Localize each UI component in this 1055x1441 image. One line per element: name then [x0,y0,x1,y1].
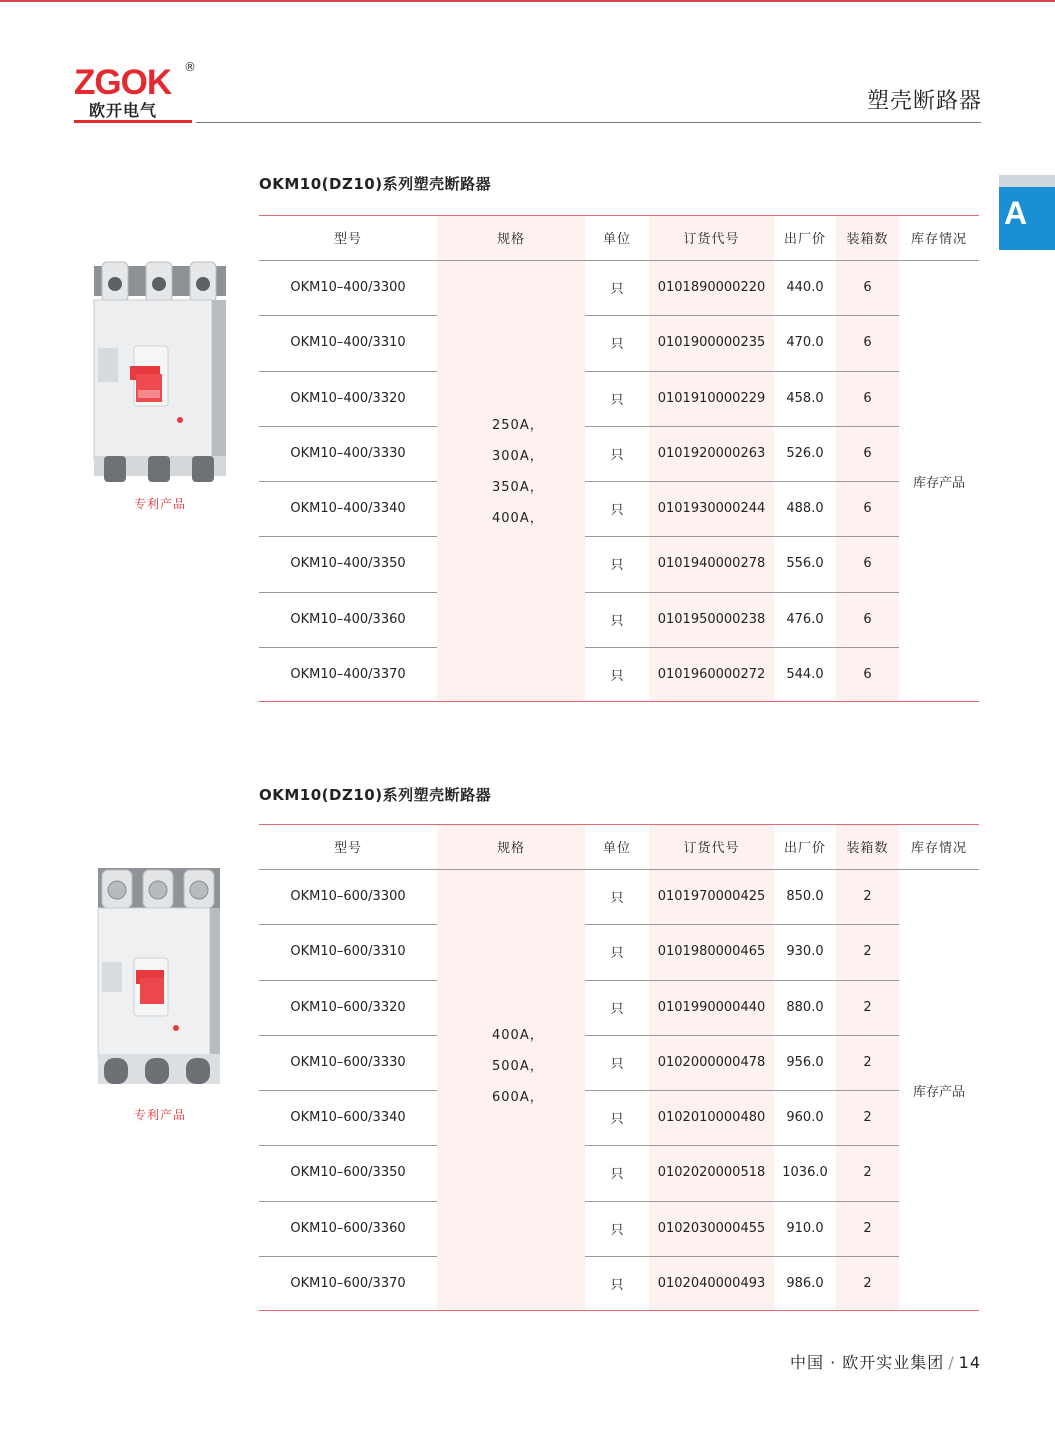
pack-qty-cell: 6 [863,666,872,682]
model-cell: OKM10–400/3350 [290,556,406,572]
price-cell: 880.0 [786,999,824,1015]
order-code-cell: 0101940000278 [657,556,766,572]
registered-mark: ® [184,60,196,74]
price-cell: 470.0 [786,335,824,351]
pack-qty-cell: 2 [863,1165,872,1181]
pack-qty-cell: 2 [863,1054,872,1070]
unit-cell: 只 [610,1167,624,1183]
unit-cell: 只 [610,392,624,408]
pack-qty-cell: 6 [863,280,872,296]
unit-cell: 只 [610,447,624,463]
col-header-stock: 库存情况 [910,232,967,247]
order-code-cell: 0102000000478 [657,1054,766,1070]
spec-value: 600A， [492,1090,544,1105]
col-header-model: 型号 [333,841,362,856]
unit-cell: 只 [610,668,624,684]
price-cell: 956.0 [786,1054,824,1070]
model-cell: OKM10–400/3370 [290,666,406,682]
pack-qty-cell: 6 [863,335,872,351]
spec-values [492,1020,544,1113]
spec-value: 500A， [492,1059,544,1074]
price-cell: 850.0 [786,889,824,905]
model-cell: OKM10–600/3330 [290,1054,406,1070]
header-divider [196,122,981,123]
unit-cell: 只 [610,337,624,353]
unit-cell: 只 [610,558,624,574]
pack-qty-cell: 6 [863,611,872,627]
side-tab-cap [999,175,1055,187]
col-header-spec: 规格 [496,841,525,856]
col-header-stock: 库存情况 [910,841,967,856]
price-cell: 910.0 [786,1220,824,1236]
col-header-unit: 单位 [602,841,631,856]
col-header-unit: 单位 [602,232,631,247]
pack-qty-cell: 2 [863,1275,872,1291]
spec-value: 400A， [492,1028,544,1043]
pack-qty-cell: 2 [863,1110,872,1126]
patent-label: 专利产品 [133,1108,186,1122]
pack-qty-cell: 2 [863,944,872,960]
model-cell: OKM10–400/3320 [290,390,406,406]
unit-cell: 只 [610,613,624,629]
col-header-spec: 规格 [496,232,525,247]
stock-status: 库存产品 [912,475,965,491]
order-code-cell: 0102030000455 [657,1220,766,1236]
logo-text-cn: 欧开电气 [89,101,158,120]
pack-qty-cell: 2 [863,1220,872,1236]
patent-label: 专利产品 [133,497,186,511]
order-code-cell: 0101890000220 [657,280,766,296]
unit-cell: 只 [610,946,624,962]
pack-qty-cell: 6 [863,445,872,461]
unit-cell: 只 [610,282,624,298]
logo-text-en: ZGOK [74,63,172,102]
price-cell: 476.0 [786,611,824,627]
brand-logo [74,62,204,124]
price-cell: 458.0 [786,390,824,406]
order-code-cell: 0101920000263 [657,445,766,461]
model-cell: OKM10–600/3370 [290,1275,406,1291]
model-cell: OKM10–400/3340 [290,501,406,517]
order-code-cell: 0101910000229 [657,390,766,406]
unit-cell: 只 [610,1056,624,1072]
pack-qty-cell: 2 [863,999,872,1015]
pack-qty-cell: 6 [863,390,872,406]
category-title: 塑壳断路器 [866,89,982,114]
unit-cell: 只 [610,503,624,519]
order-code-cell: 0101980000465 [657,944,766,960]
price-cell: 556.0 [786,556,824,572]
col-header-price: 出厂价 [783,841,826,856]
model-cell: OKM10–600/3310 [290,944,406,960]
breaker-600-photo [96,866,222,1091]
price-cell: 440.0 [786,280,824,296]
price-cell: 526.0 [786,445,824,461]
order-code-cell: 0101900000235 [657,335,766,351]
section-title: OKM10(DZ10)系列塑壳断路器 [259,786,492,804]
model-cell: OKM10–600/3350 [290,1165,406,1181]
order-code-cell: 0101930000244 [657,501,766,517]
model-cell: OKM10–600/3320 [290,999,406,1015]
model-cell: OKM10–600/3300 [290,889,406,905]
price-cell: 930.0 [786,944,824,960]
top-rule [0,0,1055,2]
price-cell: 1036.0 [782,1165,828,1181]
model-cell: OKM10–400/3310 [290,335,406,351]
col-header-pack: 装箱数 [846,232,889,247]
page-number: 14 [958,1353,981,1372]
model-cell: OKM10–600/3340 [290,1110,406,1126]
logo-underline [74,120,192,123]
price-cell: 544.0 [786,666,824,682]
col-header-code: 订货代号 [683,232,740,247]
model-cell: OKM10–400/3360 [290,611,406,627]
order-code-cell: 0101950000238 [657,611,766,627]
pack-qty-cell: 2 [863,889,872,905]
model-cell: OKM10–600/3360 [290,1220,406,1236]
unit-cell: 只 [610,1277,624,1293]
footer-company: 中国 · 欧开实业集团 [789,1353,945,1372]
order-code-cell: 0101970000425 [657,889,766,905]
side-section-tab[interactable]: A [999,187,1055,250]
model-cell: OKM10–400/3300 [290,280,406,296]
price-cell: 488.0 [786,501,824,517]
spec-value: 250A， [492,418,544,433]
footer-slash: / [948,1353,955,1372]
order-code-cell: 0102040000493 [657,1275,766,1291]
unit-cell: 只 [610,1222,624,1238]
unit-cell: 只 [610,1001,624,1017]
spec-value: 400A， [492,511,544,526]
section-title: OKM10(DZ10)系列塑壳断路器 [259,175,492,193]
spec-value: 300A， [492,449,544,464]
page-footer [790,1350,981,1373]
col-header-price: 出厂价 [783,232,826,247]
spec-value: 350A， [492,480,544,495]
col-header-pack: 装箱数 [846,841,889,856]
order-code-cell: 0102020000518 [657,1165,766,1181]
unit-cell: 只 [610,1112,624,1128]
col-header-model: 型号 [333,232,362,247]
col-header-code: 订货代号 [683,841,740,856]
spec-values [492,410,544,534]
model-cell: OKM10–400/3330 [290,445,406,461]
order-code-cell: 0101960000272 [657,666,766,682]
price-cell: 986.0 [786,1275,824,1291]
pack-qty-cell: 6 [863,501,872,517]
price-cell: 960.0 [786,1110,824,1126]
pack-qty-cell: 6 [863,556,872,572]
breaker-400-photo [92,260,228,485]
order-code-cell: 0101990000440 [657,999,766,1015]
stock-status: 库存产品 [912,1084,965,1100]
order-code-cell: 0102010000480 [657,1110,766,1126]
unit-cell: 只 [610,891,624,907]
